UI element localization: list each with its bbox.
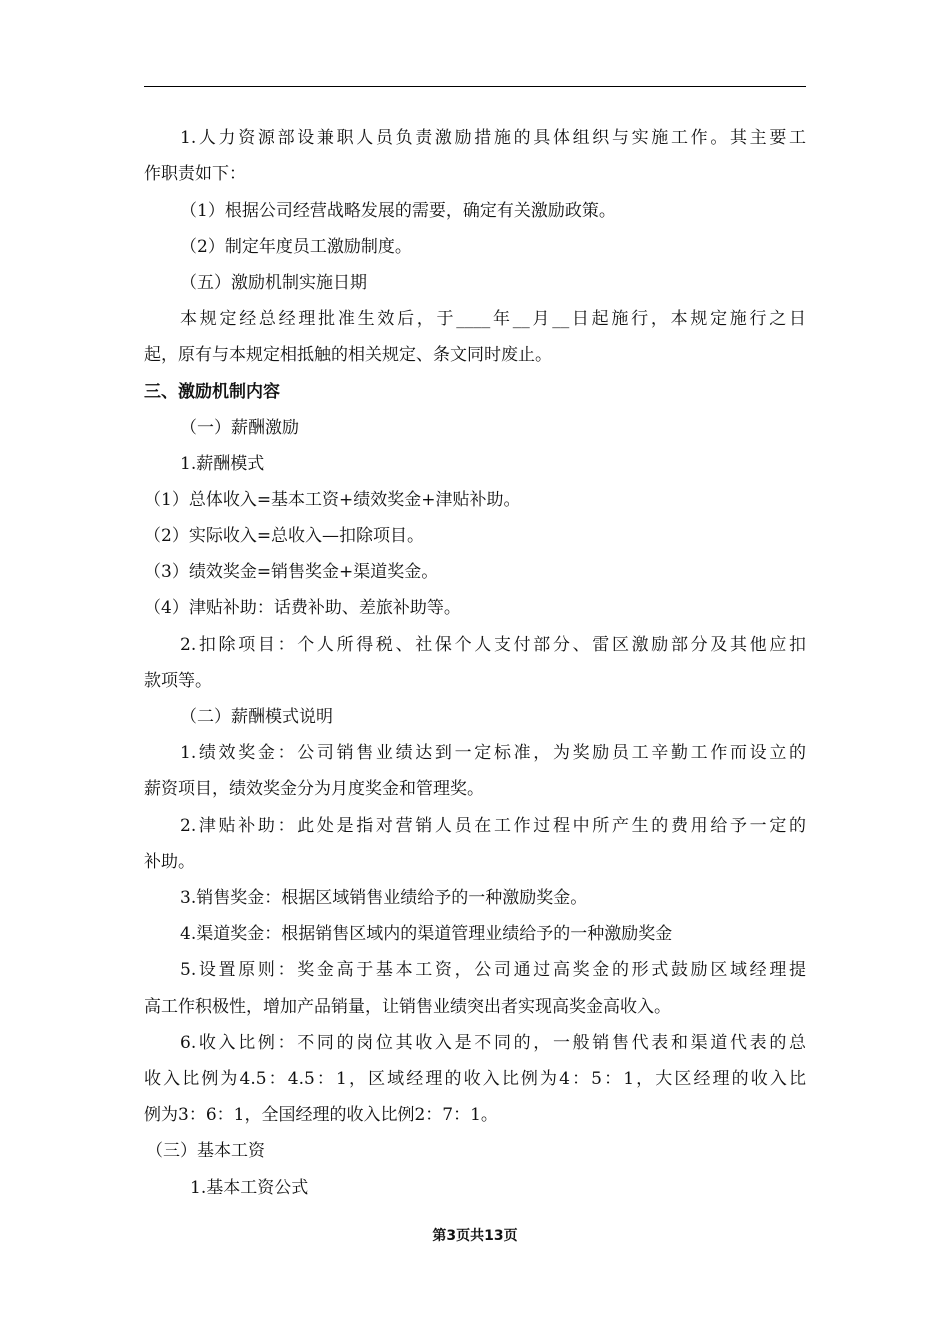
paragraph-17: 4.渠道奖金：根据销售区域内的渠道管理业绩给予的一种激励奖金 bbox=[180, 924, 673, 944]
section-heading-base-salary: （三）基本工资 bbox=[146, 1141, 265, 1161]
paragraph-9: （2）实际收入=总收入—扣除项目。 bbox=[144, 526, 425, 546]
paragraph-5-line-2: 起，原有与本规定相抵触的相关规定、条文同时废止。 bbox=[144, 345, 552, 365]
paragraph-8: （1）总体收入=基本工资+绩效奖金+津贴补助。 bbox=[144, 490, 521, 510]
page-number-footer: 第3页共13页 bbox=[432, 1228, 518, 1244]
paragraph-15-line-1: 2.津贴补助：此处是指对营销人员在工作过程中所产生的费用给予一定的 bbox=[180, 816, 806, 836]
paragraph-19-line-3: 例为3：6：1，全国经理的收入比例2：7：1。 bbox=[144, 1105, 498, 1125]
paragraph-2: （1）根据公司经营战略发展的需要，确定有关激励政策。 bbox=[180, 201, 616, 221]
header-rule bbox=[144, 86, 806, 87]
paragraph-18-line-2: 高工作积极性，增加产品销量，让销售业绩突出者实现高奖金高收入。 bbox=[144, 997, 671, 1017]
paragraph-18-line-1: 5.设置原则：奖金高于基本工资，公司通过高奖金的形式鼓励区域经理提 bbox=[180, 960, 806, 980]
paragraph-3: （2）制定年度员工激励制度。 bbox=[180, 237, 412, 257]
paragraph-14-line-1: 1.绩效奖金：公司销售业绩达到一定标准，为奖励员工辛勤工作而设立的 bbox=[180, 743, 806, 763]
paragraph-10: （3）绩效奖金=销售奖金+渠道奖金。 bbox=[144, 562, 439, 582]
paragraph-1-line-1: 1.人力资源部设兼职人员负责激励措施的具体组织与实施工作。其主要工 bbox=[180, 128, 806, 148]
paragraph-5-line-1: 本规定经总经理批准生效后，于____年__月__日起施行，本规定施行之日 bbox=[180, 309, 806, 329]
paragraph-1-line-2: 作职责如下： bbox=[144, 164, 246, 184]
chapter-heading-3: 三、激励机制内容 bbox=[144, 382, 280, 402]
paragraph-14-line-2: 薪资项目，绩效奖金分为月度奖金和管理奖。 bbox=[144, 779, 484, 799]
paragraph-19-line-2: 收入比例为4.5：4.5：1，区域经理的收入比例为4：5：1，大区经理的收入比 bbox=[144, 1069, 806, 1089]
section-heading-salary-incentive: （一）薪酬激励 bbox=[180, 418, 299, 438]
section-heading-implementation-date: （五）激励机制实施日期 bbox=[180, 273, 367, 293]
paragraph-21: 1.基本工资公式 bbox=[190, 1178, 309, 1198]
paragraph-15-line-2: 补助。 bbox=[144, 852, 195, 872]
paragraph-7: 1.薪酬模式 bbox=[180, 454, 265, 474]
paragraph-12-line-1: 2.扣除项目：个人所得税、社保个人支付部分、雷区激励部分及其他应扣 bbox=[180, 635, 806, 655]
paragraph-19-line-1: 6.收入比例：不同的岗位其收入是不同的，一般销售代表和渠道代表的总 bbox=[180, 1033, 806, 1053]
section-heading-salary-explanation: （二）薪酬模式说明 bbox=[180, 707, 333, 727]
paragraph-11: （4）津贴补助：话费补助、差旅补助等。 bbox=[144, 598, 461, 618]
paragraph-12-line-2: 款项等。 bbox=[144, 671, 212, 691]
paragraph-16: 3.销售奖金：根据区域销售业绩给予的一种激励奖金。 bbox=[180, 888, 588, 908]
